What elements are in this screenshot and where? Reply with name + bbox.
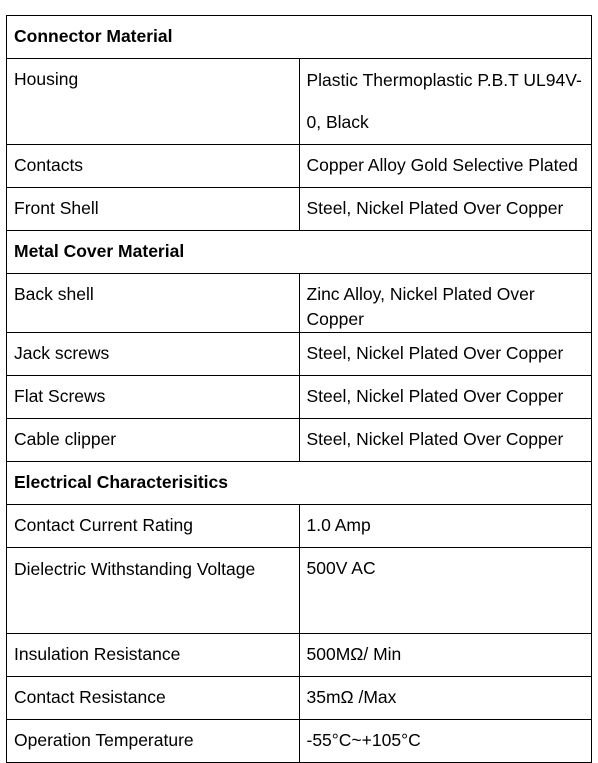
row-value: Steel, Nickel Plated Over Copper xyxy=(299,188,592,231)
table-row xyxy=(7,188,592,231)
row-label: Operation Temperature xyxy=(7,720,300,763)
row-value: Steel, Nickel Plated Over Copper xyxy=(299,333,592,376)
section-title: Connector Material xyxy=(7,16,592,59)
row-value: Copper Alloy Gold Selective Plated xyxy=(299,145,592,188)
row-value: Steel, Nickel Plated Over Copper xyxy=(299,419,592,462)
table-row xyxy=(7,333,592,376)
row-label: Insulation Resistance xyxy=(7,634,300,677)
row-value: 35mΩ /Max xyxy=(299,677,592,720)
row-value: Steel, Nickel Plated Over Copper xyxy=(299,376,592,419)
section-title: Metal Cover Material xyxy=(7,231,592,274)
row-label: Front Shell xyxy=(7,188,300,231)
row-value: 1.0 Amp xyxy=(299,505,592,548)
section-header-row xyxy=(7,16,592,59)
row-value: Zinc Alloy, Nickel Plated Over Copper xyxy=(299,274,592,333)
section-title: Electrical Characterisitics xyxy=(7,462,592,505)
table-row xyxy=(7,59,592,145)
row-value-text: 500V AC xyxy=(306,558,376,578)
table-row xyxy=(7,145,592,188)
row-value: -55°C~+105°C xyxy=(299,720,592,763)
table-row xyxy=(7,634,592,677)
section-header-row xyxy=(7,231,592,274)
table-row xyxy=(7,274,592,333)
row-label-text: Dielectric Withstanding Voltage xyxy=(14,559,256,579)
row-label: Contacts xyxy=(7,145,300,188)
spec-table xyxy=(6,15,592,763)
row-label xyxy=(7,59,300,145)
table-row xyxy=(7,677,592,720)
row-value xyxy=(299,548,592,634)
row-label: Jack screws xyxy=(7,333,300,376)
row-label xyxy=(7,548,300,634)
row-value: 500MΩ/ Min xyxy=(299,634,592,677)
table-row xyxy=(7,548,592,634)
row-value xyxy=(299,59,592,145)
row-label-text: Housing xyxy=(14,69,79,89)
row-label: Contact Current Rating xyxy=(7,505,300,548)
table-row xyxy=(7,720,592,763)
section-header-row xyxy=(7,462,592,505)
table-row xyxy=(7,419,592,462)
row-label: Back shell xyxy=(7,274,300,333)
row-label: Flat Screws xyxy=(7,376,300,419)
table-row xyxy=(7,376,592,419)
row-label: Cable clipper xyxy=(7,419,300,462)
row-label: Contact Resistance xyxy=(7,677,300,720)
table-row xyxy=(7,505,592,548)
row-value-text: Plastic Thermoplastic P.B.T UL94V-0, Black xyxy=(306,70,582,132)
